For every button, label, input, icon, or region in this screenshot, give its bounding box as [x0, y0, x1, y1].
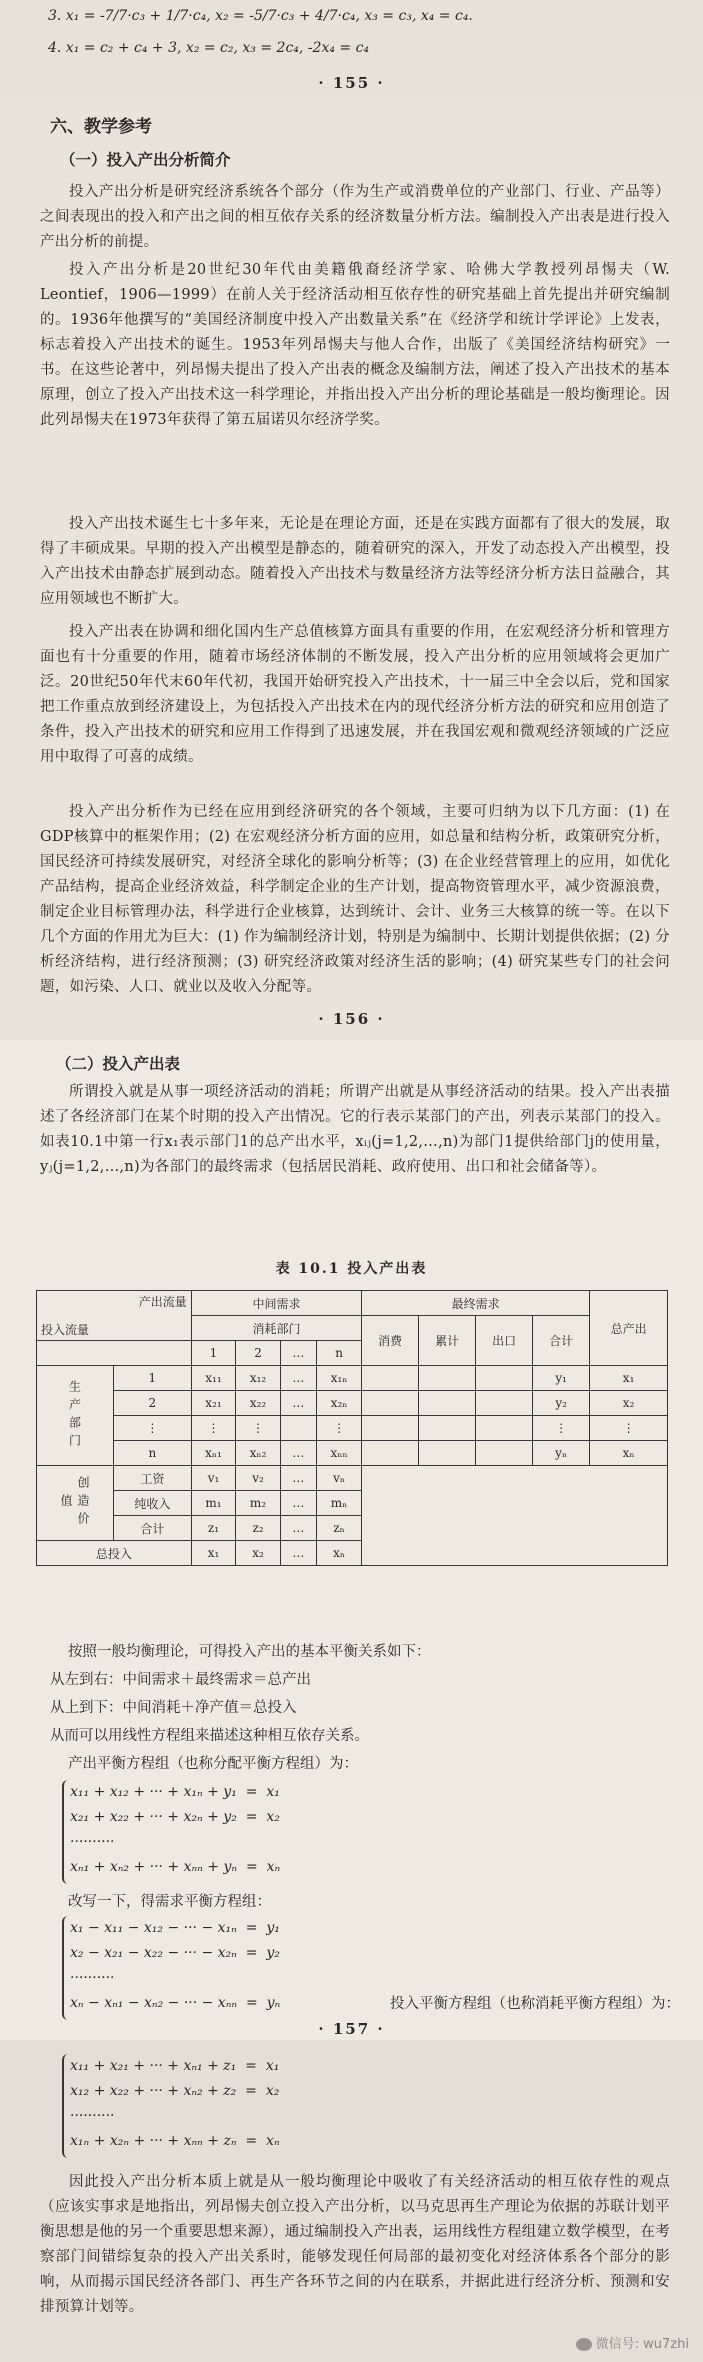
- table-cell: ⋮: [191, 1416, 236, 1441]
- input-system-title: 投入平衡方程组（也称消耗平衡方程组）为：: [390, 1996, 680, 2012]
- table-cell: xₙₙ: [317, 1441, 362, 1466]
- table-cell: zₙ: [317, 1516, 362, 1541]
- col-header: …: [280, 1341, 316, 1366]
- page-number-156: · 156 ·: [318, 1010, 385, 1028]
- row-group-producers: 生产部门: [37, 1366, 114, 1466]
- table-cell: v₂: [236, 1466, 281, 1491]
- wechat-icon: [576, 2338, 592, 2351]
- table-cell: vₙ: [317, 1466, 362, 1491]
- table-caption: 表 10.1 投入产出表: [275, 1261, 428, 1277]
- row-label: 1: [114, 1366, 192, 1391]
- subsection-heading-1: （一）投入产出分析简介: [60, 151, 231, 169]
- table-cell: ⋮: [590, 1416, 668, 1441]
- table-cell: x₁₂: [236, 1366, 281, 1391]
- header-accumulation: 累计: [419, 1316, 476, 1366]
- table-cell: m₂: [236, 1491, 281, 1516]
- answer-eq-3: 3. x₁ = -7/7·c₃ + 1/7·c₄, x₂ = -5/7·c₃ + 4/7·c₄, x₃ = c₃, x₄ = c₄.: [48, 8, 473, 24]
- wechat-watermark: [576, 2333, 689, 2352]
- table-cell: x₁: [590, 1366, 668, 1391]
- table-cell: …: [280, 1466, 316, 1491]
- header-consumption: 消费: [362, 1316, 419, 1366]
- page-157: [0, 1040, 703, 2040]
- paragraph-io-table-def: 所谓投入就是从事一项经济活动的消耗；所谓产出就是从事经济活动的结果。投入产出表描述了各经济部门在某个时期的投入产出情况。它的行表示某部门的产出，列表示某部门的投入。如表10.1中第一行x₁表示部门1的总产出水平，xᵢⱼ(j=1,2,…,n)为部门1提供给部门j的使用量，yⱼ(j=1,2,…,n)为各部门的最终需求（包括居民消耗、政府使用、出口和社会储备等）。: [40, 1084, 670, 1175]
- header-total-output: 总产出: [590, 1291, 668, 1366]
- paragraph-history: 投入产出分析是20世纪30年代由美籍俄裔经济学家、哈佛大学教授列昂惕夫（W. Leontief，1906—1999）在前人关于经济活动相互依存性的研究基础上首先提出并研究编制的。1936年他撰写的“美国经济制度中投入产出数量关系”在《经济学和统计学评论》上发表，标志着投入产出技术的诞生。1953年列昂惕夫与他人合作，出版了《美国经济结构研究》一书。在这些论著中，列昂惕夫提出了投入产出表的概念及编制方法，阐述了投入产出技术的基本原理，创立了投入产出技术这一科学理论，并指出投入产出分析的理论基础是一般均衡理论。因此列昂惕夫在1973年获得了第五届诺贝尔经济学奖。: [40, 262, 670, 428]
- table-cell: x₁₁: [191, 1366, 236, 1391]
- demand-balance-equations: x₁ − x₁₁ − x₁₂ − ··· − x₁ₙ = y₁ x₂ − x₂₁ − x₂₂ − ··· − x₂ₙ = y₂ ·········· xₙ − xₙ₁ − xₙ₂ − ··· − xₙₙ = yₙ: [70, 1920, 281, 2011]
- input-balance-equations: x₁₁ + x₂₁ + ··· + xₙ₁ + z₁ = x₁ x₁₂ + x₂₂ + ··· + xₙ₂ + z₂ = x₂ ·········· x₁ₙ + x₂ₙ + ··· + xₙₙ + zₙ = xₙ: [70, 2058, 280, 2149]
- table-cell: ⋮: [533, 1416, 590, 1441]
- paragraph-conclusion: 因此投入产出分析本质上就是从一般均衡理论中吸收了有关经济活动的相互依存性的观点（应该实事求是地指出，列昂惕夫创立投入产出分析，以马克思再生产理论为依据的苏联计划平衡思想是他的另一个重要思想来源），通过编制投入产出表，运用线性方程组建立数学模型，在考察部门间错综复杂的投入产出关系时，能够发现任何局部的最初变化对经济体系各个部分的影响，从而揭示国民经济各部门、再生产各环节之间的内在联系，并据此进行经济分析、预测和安排预算计划等。: [40, 2174, 670, 2315]
- answer-eq-4: 4. x₁ = c₂ + c₄ + 3, x₂ = c₂, x₃ = 2c₄, -2x₄ = c₄: [48, 40, 370, 56]
- paragraph-china: 投入产出表在协调和细化国内生产总值核算方面具有重要的作用，在宏观经济分析和管理方面也有十分重要的作用，随着市场经济体制的不断发展，投入产出分析的应用领域将会更加广泛。20世纪50年代末60年代初，我国开始研究投入产出技术，十一届三中全会以后，党和国家把工作重点放到经济建设上，为包括投入产出技术在内的现代经济分析方法的研究和应用创造了条件，投入产出技术的研究和应用工作得到了迅速发展，并在我国宏观和微观经济领域的广泛应用中取得了可喜的成绩。: [40, 624, 670, 765]
- table-cell: x₂ₙ: [317, 1391, 362, 1416]
- balance-intro: 按照一般均衡理论，可得投入产出的基本平衡关系如下：: [68, 1644, 431, 1660]
- header-export: 出口: [476, 1316, 533, 1366]
- paragraph-applications: 投入产出分析作为已经在应用到经济研究的各个领域，主要可归纳为以下几方面：(1) 在GDP核算中的框架作用；(2) 在宏观经济分析方面的应用，如总量和结构分析，政策研究分析，国民经济可持续发展研究，对经济全球化的影响分析等；(3) 在企业经营管理上的应用，如优化产品结构，提高企业经济效益，科学制定企业的生产计划，提高物资管理水平，减少资源浪费，制定企业目标管理办法，科学进行企业核算，达到统计、会计、业务三大核算的统一等。在以下几个方面的作用尤为巨大：(1) 作为编制经济计划，特别是为编制中、长期计划提供依据；(2) 分析经济结构，进行经济预测；(3) 研究经济政策对经济生活的影响；(4) 研究某些专门的社会问题，如污染、人口、就业以及收入分配等。: [40, 804, 670, 995]
- row-label: 纯收入: [114, 1491, 192, 1516]
- page-158-fragment: [0, 2040, 703, 2362]
- page-155-fragment: [0, 0, 703, 100]
- watermark-text: 微信号: wu7zhi: [595, 2337, 689, 2352]
- corner-output-label: 产出流量: [138, 1295, 187, 1309]
- row-group-value-added: 创造价值: [37, 1466, 114, 1541]
- table-cell: x₁: [191, 1541, 236, 1566]
- page-number-155: · 155 ·: [318, 74, 385, 92]
- table-cell: x₂: [590, 1391, 668, 1416]
- table-cell: x₂₁: [191, 1391, 236, 1416]
- output-balance-equations: x₁₁ + x₁₂ + ··· + x₁ₙ + y₁ = x₁ x₂₁ + x₂₂ + ··· + x₂ₙ + y₂ = x₂ ·········· xₙ₁ + xₙ₂ + ··· + xₙₙ + yₙ = xₙ: [70, 1784, 281, 1875]
- paragraph-development: 投入产出技术诞生七十多年来，无论是在理论方面，还是在实践方面都有了很大的发展，取得了丰硕成果。早期的投入产出模型是静态的，随着研究的深入，开发了动态投入产出模型，投入产出技术由静态扩展到动态。随着投入产出技术与数量经济方法等经济分析方法日益融合，其应用领域也不断扩大。: [40, 516, 670, 607]
- row-label: 2: [114, 1391, 192, 1416]
- table-cell: …: [280, 1391, 316, 1416]
- table-cell: xₙ: [317, 1541, 362, 1566]
- table-cell: x₂: [236, 1541, 281, 1566]
- output-system-title: 产出平衡方程组（也称分配平衡方程组）为：: [68, 1756, 358, 1772]
- row-label: n: [114, 1441, 192, 1466]
- col-header: 2: [236, 1341, 281, 1366]
- table-cell: ⋮: [317, 1416, 362, 1441]
- section-heading: 六、教学参考: [50, 117, 152, 137]
- table-cell: …: [280, 1516, 316, 1541]
- balance-col-rule: 从上到下：中间消耗＋净产值＝总投入: [50, 1700, 297, 1716]
- table-cell: y₁: [533, 1366, 590, 1391]
- table-cell: …: [280, 1441, 316, 1466]
- table-cell: x₂₂: [236, 1391, 281, 1416]
- col-header: n: [317, 1341, 362, 1366]
- table-cell: yₙ: [533, 1441, 590, 1466]
- corner-input-label: 投入流量: [41, 1323, 90, 1337]
- header-consume-dept: 消耗部门: [191, 1316, 361, 1341]
- balance-linear: 从而可以用线性方程组来描述这种相互依存关系。: [50, 1728, 369, 1744]
- table-cell: [280, 1416, 316, 1441]
- row-label: 合计: [114, 1516, 192, 1541]
- table-cell: z₁: [191, 1516, 236, 1541]
- table-corner: [37, 1291, 192, 1341]
- table-cell: xₙ₁: [191, 1441, 236, 1466]
- header-final-demand: 最终需求: [362, 1291, 590, 1316]
- table-cell: z₂: [236, 1516, 281, 1541]
- table-cell: …: [280, 1366, 316, 1391]
- table-cell: xₙ: [590, 1441, 668, 1466]
- row-label-total-input: 总投入: [37, 1541, 192, 1566]
- table-cell: y₂: [533, 1391, 590, 1416]
- subsection-heading-2: （二）投入产出表: [56, 1055, 181, 1073]
- header-subtotal: 合计: [533, 1316, 590, 1366]
- table-cell: …: [280, 1541, 316, 1566]
- table-cell: v₁: [191, 1466, 236, 1491]
- table-cell: x₁ₙ: [317, 1366, 362, 1391]
- row-label: ⋮: [114, 1416, 192, 1441]
- col-header: 1: [191, 1341, 236, 1366]
- header-intermediate-demand: 中间需求: [191, 1291, 361, 1316]
- table-cell: mₙ: [317, 1491, 362, 1516]
- table-cell: …: [280, 1491, 316, 1516]
- table-cell: m₁: [191, 1491, 236, 1516]
- table-cell: xₙ₂: [236, 1441, 281, 1466]
- input-output-table: [36, 1290, 668, 1566]
- page-156: [0, 100, 703, 1040]
- page-number-157: · 157 ·: [318, 2020, 385, 2038]
- row-label: 工资: [114, 1466, 192, 1491]
- balance-row-rule: 从左到右：中间需求＋最终需求＝总产出: [50, 1672, 311, 1688]
- table-cell: ⋮: [236, 1416, 281, 1441]
- demand-system-title: 改写一下，得需求平衡方程组：: [68, 1894, 271, 1910]
- paragraph-intro: 投入产出分析是研究经济系统各个部分（作为生产或消费单位的产业部门、行业、产品等）之间表现出的投入和产出之间的相互依存关系的经济数量分析方法。编制投入产出表是进行投入产出分析的前提。: [40, 184, 670, 250]
